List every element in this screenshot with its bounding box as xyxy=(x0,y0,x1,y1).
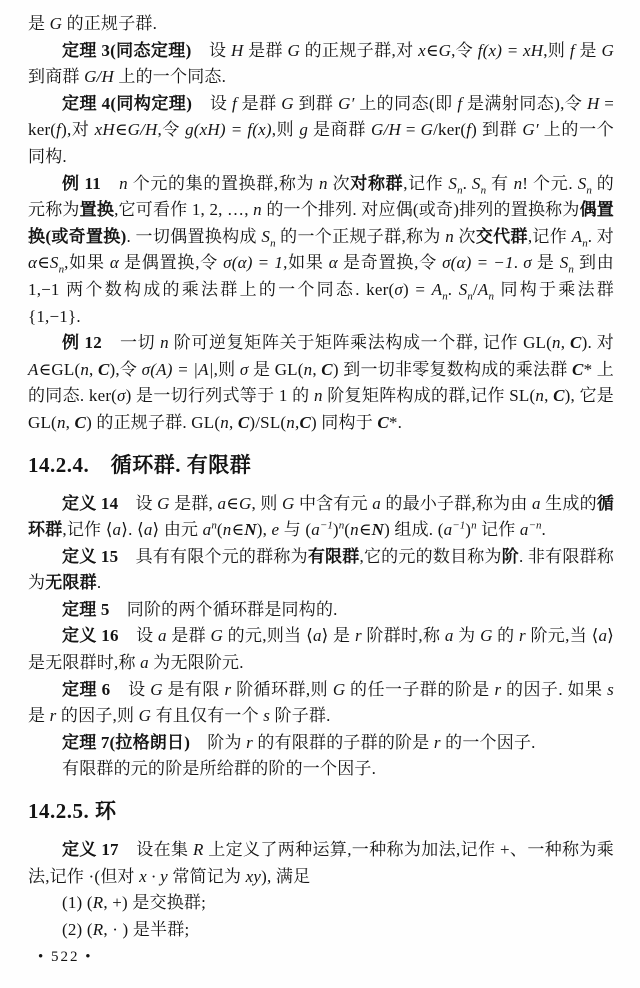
text-segment: 的一个正规子群,称为 xyxy=(275,226,446,246)
theorem-5 xyxy=(28,597,614,624)
ring-axiom-1 xyxy=(28,890,614,917)
text-segment: n xyxy=(253,200,262,220)
text-segment: ,如果 xyxy=(64,253,110,273)
text-segment: 同构于乘法群 {1,−1}. xyxy=(28,279,615,326)
text-segment: 次 xyxy=(453,226,476,246)
text-segment: a xyxy=(598,626,608,646)
text-segment: n xyxy=(513,173,523,193)
text-segment: . xyxy=(462,173,472,193)
text-segment: *. xyxy=(388,412,403,432)
text-segment: 的正规子群. xyxy=(62,14,158,33)
text-segment: ) 到一切非零复数构成的乘法群 xyxy=(332,359,573,379)
text-segment: 到由 1,−1 两个数构成的乘法群上的一个同态. ker( xyxy=(28,253,614,299)
text-segment: n xyxy=(350,520,359,540)
text-segment: 的正规子群,对 xyxy=(299,40,419,60)
text-segment: ), 它是 GL( xyxy=(28,386,614,432)
text-segment: n xyxy=(582,237,588,250)
text-segment: 是满射同态),令 xyxy=(462,93,587,113)
text-segment: ,令 xyxy=(157,120,186,140)
text-segment: , +) 是交换群; xyxy=(103,893,207,913)
text-segment: 是 xyxy=(28,706,50,726)
text-segment: G xyxy=(238,493,252,513)
text-segment: 到群 xyxy=(293,93,339,113)
text-segment: n xyxy=(535,386,545,406)
text-segment: 设 xyxy=(192,93,233,113)
text-segment: /ker( xyxy=(433,120,467,140)
text-segment: 上的一个同构. xyxy=(28,120,615,166)
section-heading-14-2-5 xyxy=(28,799,614,823)
text-segment: r xyxy=(224,679,232,699)
theorem-6 xyxy=(28,677,614,730)
definition-14-cyclic-group xyxy=(28,491,614,544)
text-segment: n xyxy=(338,519,345,532)
text-segment: ∈ xyxy=(231,520,245,540)
text-segment: 是 xyxy=(28,14,50,33)
text-segment: 上定义了两种运算,一种称为加法,记作 +、一种称为乘法,记作 ·(但对 xyxy=(28,840,614,886)
definition-15-finite-group xyxy=(28,544,614,597)
text-segment: ,则 xyxy=(543,40,570,60)
text-segment: 阶 xyxy=(501,546,519,566)
text-segment: 阶可逆复矩阵关于矩阵乘法构成一个群, 记作 GL( xyxy=(168,333,552,353)
text-segment: G xyxy=(157,493,170,513)
text-segment: 循环群 xyxy=(28,493,615,540)
text-segment: C xyxy=(237,412,250,432)
text-segment: 14.2.4. 循环群. 有限群 xyxy=(28,452,252,477)
text-segment: 为 xyxy=(453,626,481,646)
text-segment: x∈G xyxy=(418,40,452,60)
text-segment: n xyxy=(286,412,295,432)
text-segment: 中含有元 xyxy=(294,493,373,513)
text-segment: R xyxy=(193,840,204,860)
text-segment: 是群 xyxy=(166,626,211,646)
text-segment: G xyxy=(287,40,300,60)
text-segment: G xyxy=(150,679,163,699)
text-segment: 阶循环群,则 xyxy=(231,679,333,699)
text-segment: 记作 xyxy=(476,520,520,540)
text-segment: xH∈G/H xyxy=(94,120,158,140)
text-segment: . xyxy=(447,279,459,299)
text-segment: . 对 xyxy=(587,226,614,246)
text-segment: σ xyxy=(394,279,403,299)
text-segment: ! 个元. xyxy=(522,173,578,193)
text-segment: −n xyxy=(528,519,542,532)
text-segment: ), 满足 xyxy=(261,866,311,886)
text-segment: 是 GL( xyxy=(248,359,304,379)
text-segment: , xyxy=(560,333,571,353)
text-segment: f xyxy=(232,93,237,113)
text-segment: ( xyxy=(344,520,351,540)
text-segment: n xyxy=(314,386,323,406)
text-segment: 是偶置换,令 xyxy=(118,253,224,273)
text-segment: a xyxy=(519,520,529,540)
text-segment: s xyxy=(263,706,271,726)
text-segment: , xyxy=(228,412,238,432)
text-segment: 上的同态(即 xyxy=(354,93,458,113)
text-segment: ,则 xyxy=(271,120,300,140)
text-segment: n xyxy=(568,263,574,276)
text-segment: n xyxy=(445,226,454,246)
text-segment: a xyxy=(372,493,381,513)
text-segment: σ(A) = |A| xyxy=(141,359,214,379)
text-segment: 阶群时,称 xyxy=(361,626,445,646)
text-segment: 的 xyxy=(492,626,520,646)
text-segment: ⟩. ⟨ xyxy=(121,520,144,540)
text-segment: a xyxy=(312,626,322,646)
text-segment: 的元称为 xyxy=(28,173,615,220)
text-segment: 是群 xyxy=(236,93,282,113)
page-content xyxy=(28,11,614,943)
text-segment: 是 xyxy=(531,253,560,273)
text-segment: 定义 15 xyxy=(62,546,119,566)
text-segment: a xyxy=(311,520,320,540)
text-segment: ,则 xyxy=(213,359,240,379)
text-segment: 的最小子群,称为由 xyxy=(380,493,533,513)
text-segment: 阶子群. xyxy=(270,706,331,726)
text-segment: 到商群 xyxy=(28,67,85,87)
text-segment: n xyxy=(480,183,487,196)
text-segment: n xyxy=(488,290,494,303)
text-segment: 为无限阶元. xyxy=(148,653,244,673)
definition-17-ring xyxy=(28,837,614,890)
text-segment: ,令 xyxy=(451,40,478,60)
text-segment: G xyxy=(480,626,493,646)
text-segment: = xyxy=(400,120,421,140)
text-segment: 同阶的两个循环群是同构的. xyxy=(109,599,338,619)
text-segment: 是奇置换,令 xyxy=(337,253,443,273)
text-segment: , xyxy=(312,359,322,379)
text-segment: . 一切偶置换构成 xyxy=(126,226,262,246)
example-11-symmetric-group xyxy=(28,171,614,331)
text-segment: e xyxy=(271,520,280,540)
text-segment: 置换 xyxy=(79,200,115,220)
text-segment: σ xyxy=(117,386,126,406)
text-segment: S xyxy=(471,173,481,193)
text-segment: S xyxy=(448,173,458,193)
text-segment: A xyxy=(431,279,443,299)
text-segment: 设 xyxy=(110,679,151,699)
text-segment: n xyxy=(457,183,463,196)
example-12-general-linear-group xyxy=(28,330,614,436)
text-segment: σ(α) = 1 xyxy=(223,253,284,273)
text-segment: ,如果 xyxy=(283,253,329,273)
text-segment: C xyxy=(553,386,565,406)
text-segment: . 非有限群称为 xyxy=(28,546,615,593)
text-segment: σ xyxy=(239,359,249,379)
text-segment: r xyxy=(246,732,253,752)
text-segment: −1 xyxy=(452,519,466,532)
definition-16-order-of-element xyxy=(28,623,614,676)
text-segment: C xyxy=(321,359,333,379)
text-segment: n xyxy=(270,237,276,250)
text-segment: R xyxy=(92,919,104,939)
text-segment: n xyxy=(80,359,90,379)
text-segment: 14.2.5. 环 xyxy=(28,799,117,824)
text-segment: G′ xyxy=(338,93,355,113)
text-segment: ) 到群 xyxy=(471,120,523,140)
text-segment: ,记作 xyxy=(527,226,572,246)
text-segment: 具有有限个元的群称为 xyxy=(118,546,308,566)
text-segment: G/H xyxy=(371,120,401,140)
text-segment: 是有限 xyxy=(162,679,225,699)
text-segment: C xyxy=(377,412,389,432)
text-segment: , · ) 是半群; xyxy=(103,919,190,939)
theorem-3-homomorphism xyxy=(28,38,614,91)
text-segment: n xyxy=(160,333,169,353)
text-segment: C xyxy=(97,359,110,379)
page-footer xyxy=(38,949,93,966)
text-segment: a xyxy=(140,653,149,673)
section-heading-14-2-4 xyxy=(28,453,614,477)
text-segment: ). 对 xyxy=(581,333,614,353)
text-segment: α xyxy=(109,253,119,273)
text-segment: ),令 xyxy=(109,359,142,379)
text-segment: n xyxy=(467,290,473,303)
text-segment: (1) ( xyxy=(62,893,93,913)
text-segment: 定义 16 xyxy=(62,626,119,646)
text-segment: G xyxy=(210,626,224,646)
text-segment: 有 xyxy=(486,173,514,193)
text-segment: 的有限群的子群的阶是 xyxy=(252,732,434,752)
text-segment: 与 ( xyxy=(279,520,312,540)
text-segment: 定理 6 xyxy=(62,679,111,699)
text-segment: 一切 xyxy=(101,333,161,353)
text-segment: ) 是一切行列式等于 1 的 xyxy=(125,386,315,406)
text-segment: )/SL( xyxy=(249,412,287,432)
text-segment: ( xyxy=(216,520,223,540)
text-segment: . xyxy=(513,253,524,273)
text-segment: r xyxy=(49,706,57,726)
text-segment: 阶复矩阵构成的群,记作 SL( xyxy=(322,386,536,406)
text-segment: a xyxy=(143,520,153,540)
text-segment: 阶元,当 ⟨ xyxy=(525,626,599,646)
text-segment: 偶置换(或奇置换) xyxy=(28,200,614,246)
text-segment: 是商群 xyxy=(308,120,372,140)
text-segment: H xyxy=(231,40,244,60)
text-segment: 设 xyxy=(118,626,159,646)
text-segment: ⟩ 是 xyxy=(321,626,355,646)
text-segment: 是群, xyxy=(169,493,218,513)
text-segment: ,它的元的数目称为 xyxy=(359,546,502,566)
text-segment: A xyxy=(571,226,583,246)
text-segment: 常简记为 xyxy=(167,866,246,886)
ring-axiom-2 xyxy=(28,917,614,944)
text-segment: n xyxy=(58,263,65,276)
page-number: • 522 • xyxy=(38,949,93,965)
text-segment: 是群 xyxy=(243,40,288,60)
text-segment: 定理 4(同构定理) xyxy=(62,93,193,113)
text-segment: 无限群 xyxy=(45,573,97,593)
text-segment: a xyxy=(158,626,167,646)
text-segment: ) = xyxy=(402,279,432,299)
text-segment: g(xH) = f(x) xyxy=(185,120,272,140)
text-segment: ⟩ 是无限群时,称 xyxy=(28,626,614,673)
text-segment: 例 12 xyxy=(62,333,102,353)
text-segment: ) xyxy=(465,520,472,540)
text-segment: n xyxy=(56,412,66,432)
text-segment: 定理 7(拉格朗日) xyxy=(62,732,191,752)
text-segment: S xyxy=(261,226,271,246)
text-segment: N xyxy=(244,520,257,540)
text-segment: ,记作 xyxy=(403,173,449,193)
text-segment: G xyxy=(138,706,152,726)
text-segment: f xyxy=(56,120,62,140)
text-segment: 设 xyxy=(191,40,232,60)
text-segment: 有且仅有一个 xyxy=(151,706,264,726)
text-segment: R xyxy=(92,893,104,913)
text-segment: s xyxy=(607,679,614,699)
text-segment: 上的一个同态. xyxy=(113,67,227,87)
text-segment: ) 组成. ( xyxy=(384,520,444,540)
text-segment: ) xyxy=(332,520,339,540)
text-segment: 设在集 xyxy=(118,840,194,860)
text-segment: N xyxy=(371,520,385,540)
text-segment: a xyxy=(532,493,541,513)
text-segment: (2) ( xyxy=(62,919,93,939)
text-segment: ⟩ 由元 xyxy=(152,520,203,540)
theorem-7-lagrange xyxy=(28,730,614,757)
text-segment: n xyxy=(319,173,328,193)
text-segment: α xyxy=(328,253,338,273)
text-segment: , xyxy=(65,412,75,432)
text-segment: C xyxy=(570,333,582,353)
text-segment: ,记作 ⟨ xyxy=(62,520,113,540)
text-segment: G/H xyxy=(84,67,114,87)
text-segment: n xyxy=(442,290,448,303)
text-segment: C xyxy=(299,412,311,432)
text-segment: r xyxy=(519,626,526,646)
text-segment: ) 的正规子群. GL( xyxy=(86,412,221,432)
text-segment xyxy=(101,174,119,193)
text-segment: g xyxy=(299,120,309,140)
text-segment: S xyxy=(559,253,569,273)
text-segment: = ker( xyxy=(28,93,614,140)
text-segment: f xyxy=(569,40,575,60)
text-segment: 的一个排列. 对应偶(或奇)排列的置换称为 xyxy=(261,200,580,220)
text-segment: 的因子,则 xyxy=(56,706,139,726)
text-segment: a xyxy=(202,520,212,540)
text-segment: ) 同构于 xyxy=(310,412,378,432)
text-segment: f(x) = xH xyxy=(477,40,544,60)
text-segment: G xyxy=(420,120,434,140)
text-segment: 有限群 xyxy=(307,546,360,566)
text-segment: 定理 5 xyxy=(62,599,110,619)
text-segment: 个元的集的置换群,称为 xyxy=(127,173,320,193)
text-segment: ,它可看作 1, 2, …, xyxy=(114,200,254,220)
text-segment: 对称群 xyxy=(350,173,404,193)
text-segment: 定义 17 xyxy=(62,840,119,860)
text-segment: , 则 xyxy=(251,493,283,513)
text-segment: n xyxy=(222,520,232,540)
text-segment: ∈ xyxy=(226,493,239,513)
text-segment: G xyxy=(332,679,346,699)
text-segment: 定理 3(同态定理) xyxy=(62,40,192,60)
text-segment: G′ xyxy=(522,120,539,140)
text-segment: n xyxy=(552,333,561,353)
text-segment: a xyxy=(112,520,122,540)
text-segment: −1 xyxy=(319,519,333,532)
text-segment: a xyxy=(443,520,453,540)
text-segment: ∈ xyxy=(358,520,372,540)
text-segment: H xyxy=(587,93,600,113)
text-segment: 有限群的元的阶是所给群的阶的一个因子. xyxy=(62,759,377,779)
text-segment: 的一个因子. xyxy=(440,732,536,752)
text-segment: a xyxy=(444,626,454,646)
text-segment: x · y xyxy=(139,866,168,886)
paragraph-continuation xyxy=(28,11,614,38)
text-segment: σ(α) = −1 xyxy=(442,253,514,273)
text-segment: 次 xyxy=(327,173,351,193)
text-segment: * 上的同态. ker( xyxy=(28,359,614,406)
text-segment: r xyxy=(354,626,362,646)
text-segment: G xyxy=(49,14,63,33)
text-segment: n xyxy=(211,519,217,532)
text-segment: G xyxy=(282,493,295,513)
text-segment: ), xyxy=(256,520,272,540)
text-segment: n xyxy=(119,173,128,193)
text-segment: 的因子. 如果 xyxy=(501,679,608,699)
text-segment: f xyxy=(466,120,472,140)
text-segment: ∈GL( xyxy=(38,359,81,379)
text-segment: r xyxy=(494,679,502,699)
text-segment: n xyxy=(471,519,477,532)
text-segment: 交代群 xyxy=(475,226,528,246)
corollary-element-order xyxy=(28,756,614,783)
text-segment: α∈S xyxy=(28,253,59,273)
text-segment: S xyxy=(577,173,587,193)
text-segment: . xyxy=(96,573,102,593)
text-segment: n xyxy=(586,183,592,196)
text-segment: G xyxy=(601,40,614,60)
text-segment: r xyxy=(433,732,441,752)
text-segment: a xyxy=(217,493,227,513)
text-segment: f xyxy=(457,93,463,113)
text-segment: . xyxy=(541,520,546,540)
text-segment: , xyxy=(89,359,98,379)
text-segment: / xyxy=(472,279,478,299)
text-segment: A xyxy=(477,279,489,299)
text-segment: 的元,则当 ⟨ xyxy=(223,626,313,646)
text-segment: 是 xyxy=(574,40,602,60)
text-segment: , xyxy=(294,412,300,432)
text-segment: A xyxy=(28,359,39,379)
theorem-4-isomorphism xyxy=(28,91,614,171)
text-segment: n xyxy=(220,412,229,432)
text-segment: σ xyxy=(523,253,532,273)
text-segment: ),对 xyxy=(61,120,95,140)
text-segment: S xyxy=(458,279,468,299)
text-segment: 定义 14 xyxy=(62,493,119,513)
text-segment: 生成的 xyxy=(540,493,597,513)
text-segment: 设 xyxy=(118,493,158,513)
text-segment: n xyxy=(303,359,313,379)
text-segment: 阶为 xyxy=(190,732,247,752)
text-segment: , xyxy=(544,386,554,406)
text-segment: C xyxy=(74,412,87,432)
text-segment: C xyxy=(572,359,584,379)
text-segment: G xyxy=(281,93,294,113)
text-segment: 的任一子群的阶是 xyxy=(345,679,495,699)
text-segment: xy xyxy=(245,866,262,886)
text-segment: 例 11 xyxy=(62,173,102,193)
